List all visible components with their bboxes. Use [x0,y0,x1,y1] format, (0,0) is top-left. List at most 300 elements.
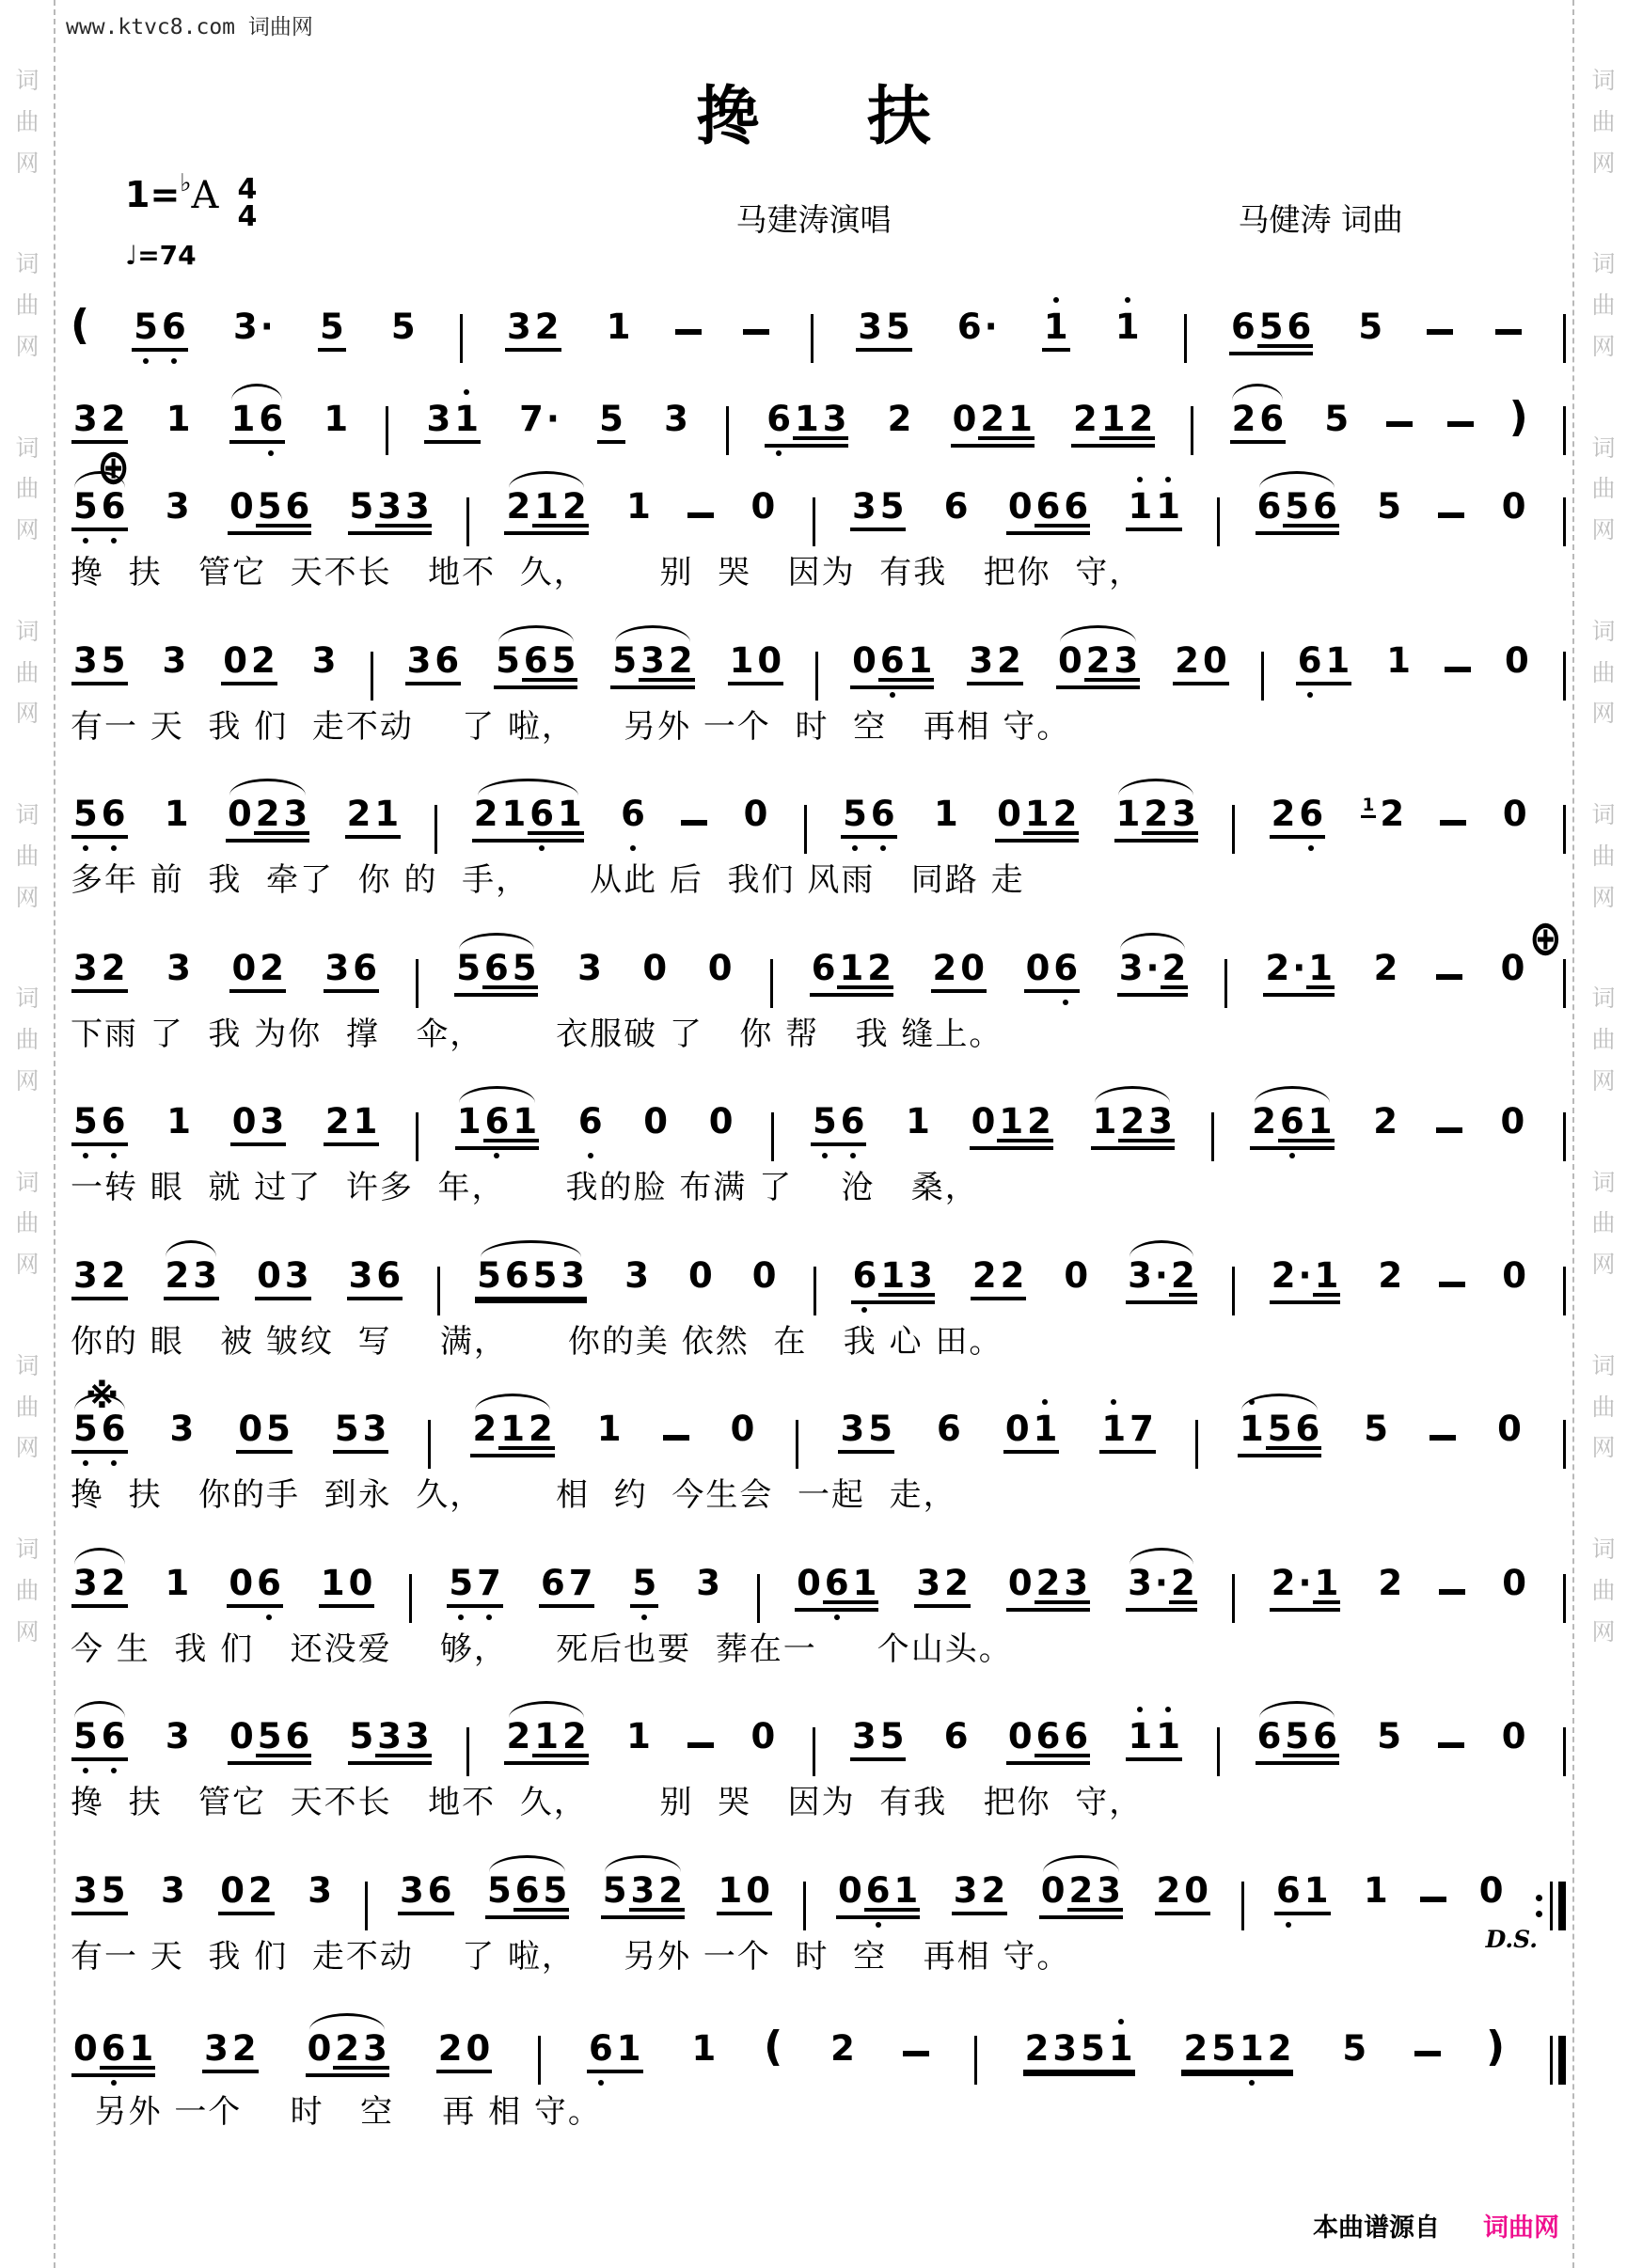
note-group: 5 3 2 [600,1873,686,1919]
watermark-text: 词 曲 网 [15,250,39,360]
note-group: 5 6 5 [484,1873,570,1919]
notation-system [71,1851,1566,1977]
note-group: 0 6 6 [1005,1719,1091,1765]
lyrics-line: 有一 天 我 们 走不动 了 啦， 另外 一个 时 空 再相 守。 [71,707,1071,746]
note-group: 0 1 2 [994,796,1080,843]
watermark-text: 词 曲 网 [1591,1536,1616,1646]
barline [1563,1420,1566,1469]
watermark-text: 词 曲 网 [15,984,39,1095]
note-group: 0 5 6 [227,489,312,535]
notation-line [71,282,1566,355]
barline [416,959,419,1008]
note-group: 6 5 6 [1255,489,1340,535]
note-group: 5 3 [332,1411,390,1454]
note-group: 5 6 5 [493,643,578,689]
note-group: 3 [161,1869,185,1911]
note-group: 1 [164,794,189,834]
repeat-end-barline [1536,1882,1566,1930]
barline [770,959,773,1008]
note-group: 0 5 6 [227,1719,312,1765]
note-group: 5 [1377,486,1401,527]
dash-prolong [1436,974,1462,980]
note-group: 6 [943,486,969,527]
note-group: 5 3 3 [347,1719,433,1765]
notation-line [71,928,1566,1000]
note-group: 3 2 [201,2031,260,2073]
note-group: 3·2 [1125,1258,1198,1304]
note-group: 0 [687,1254,713,1296]
note-group: 1 6 [229,402,287,444]
notation-line [71,466,1566,538]
note-group: 1 0 [318,1566,376,1608]
barline [1563,805,1566,854]
key-note: A [191,174,219,217]
barline [813,1727,815,1776]
dash-prolong [1430,1435,1456,1441]
watermark-text: 词 曲 网 [15,1536,39,1646]
lyrics-line: 另外 一个 时 空 再 相 守。 [71,2093,602,2131]
note-group: 0 3 [229,1104,288,1146]
barline [466,1727,469,1776]
note-group: 0 3 [254,1258,312,1300]
note-group: 3 6 [323,951,381,993]
note-group: 0 [1500,1101,1525,1142]
note-group: 1 [596,1409,622,1449]
barline [815,652,818,701]
note-group: 1 [626,486,651,527]
watermark-text: 词 曲 网 [1591,250,1616,360]
note-group: 0 1 [1003,1411,1061,1454]
watermark-text: 词 曲 网 [1591,433,1616,543]
note-group: 3 [166,947,191,988]
note-group: 2 0 [1172,643,1230,685]
key-prefix: 1= [125,174,181,215]
watermark-text: 词 曲 网 [1591,617,1616,728]
note-group: 0 [1501,1716,1526,1756]
watermark-text: 词 曲 网 [15,433,39,543]
dash-prolong [1445,667,1471,672]
note-group: 6 5 6 [1228,309,1314,355]
note-group: 0 6 1 [849,643,935,689]
barline [1563,497,1566,546]
note-group: 1 0 [716,1873,774,1915]
barline [771,1112,774,1161]
barline [726,406,729,455]
segno-mark: ※ [86,1378,118,1416]
dash-prolong [1440,820,1466,826]
note-group: 3 5 [71,643,129,685]
note-group: 3·2 [1125,1566,1198,1612]
note-group: 0 1 2 [969,1104,1054,1150]
barline [1211,1112,1214,1161]
dash-prolong [1439,1589,1465,1595]
note-group: 5 6 [840,796,898,839]
notation-system [71,1378,1566,1516]
note-group: 1 [165,1562,190,1603]
note-group: 0 5 [235,1411,293,1454]
note-group: 2 1 [344,796,403,839]
barline [804,805,807,854]
note-group: 1 1 [1125,1719,1183,1761]
note-group: 0 [1497,1409,1522,1449]
barline [538,2036,541,2085]
note-group: 3 5 [849,489,908,531]
watermark-text: 词 曲 网 [1591,1168,1616,1278]
lyrics-line: 搀 扶 管它 天不长 地不 久， 别 哭 因为 有我 把你 守， [71,1784,1144,1821]
barline [1195,1420,1198,1469]
watermark-text: 词 曲 网 [15,1351,39,1462]
note-group: 7· [519,399,560,439]
watermark-text: 词 曲 网 [1591,67,1616,177]
note-group: 3 2 [71,1258,129,1300]
watermark-text: 词 曲 网 [15,67,39,177]
lyrics-line: 今 生 我 们 还没爱 够， 死后也要 葬在一 个山头。 [71,1630,1013,1668]
note-group: 2 1 6 1 [471,796,585,843]
dash-prolong [681,820,707,826]
note-group: 1 [626,1716,651,1756]
note-group: 6 5 6 [1255,1719,1340,1765]
barline [460,314,463,363]
note-group: 5 6 5 3 [474,1258,588,1300]
note-group: 1 [166,399,191,439]
note-group: 6 1 3 [764,402,849,448]
note-group: 3 [577,947,602,988]
note-group: 3 5 [71,1873,129,1915]
song-title: 搀 扶 [696,79,931,154]
lyrics-line: 搀 扶 你的手 到永 久， 相 约 今生会 一起 走， [71,1476,957,1514]
left-dashed-rule [54,0,55,2268]
note-group: 5 6 [131,309,189,352]
dash-prolong [1438,512,1464,518]
lyrics-line: 你的 眼 被 皱纹 写 满， 你的美 依然 在 我 心 田。 [71,1322,1003,1361]
lyrics-line: 一转 眼 就 过了 许多 年， 我的脸 布满 了 沧 桑， [71,1169,979,1206]
notation-system [71,1236,1566,1362]
note-group: 0 2 [217,1873,276,1915]
note-group: 0 6 1 [71,2031,156,2077]
note-group: 3 [624,1254,649,1296]
note-group: 3 2 [71,402,129,444]
parenthesis: ( [764,2023,783,2071]
dash-prolong [1436,1127,1462,1133]
note-group: 2 [830,2028,855,2069]
notation-system [71,466,1566,593]
note-group: 5 6 [71,796,129,839]
note-group: 2 0 [435,2031,494,2073]
note-group: 3 [169,1409,195,1449]
note-group: 2·1 [1269,1566,1342,1612]
barline [814,1267,816,1315]
dash-prolong [687,1742,714,1748]
barline [1563,1727,1566,1776]
note-group: 3 5 [837,1411,895,1454]
note-group: 0 6 1 [835,1873,921,1919]
note-group: 3 [165,1716,190,1756]
note-group: 5 [390,307,416,347]
dash-prolong [743,329,769,335]
note-group: 0 6 6 [1005,489,1091,535]
note-group: 5 6 [71,1411,129,1454]
footer-source-text: 本曲谱源自 [1313,2213,1440,2243]
note-group: 2 1 2 [503,1719,589,1765]
notation-system [71,374,1566,496]
note-group: 1 [691,2028,717,2069]
note-group: 2·1 [1269,1258,1342,1304]
barline [1232,1574,1235,1623]
barline [371,652,373,701]
composer-credit: 马健涛 词曲 [1238,201,1403,238]
notation-line [71,774,1566,845]
barline [1241,1882,1244,1930]
note-group: 0 [743,794,768,834]
note-group: 5 6 [810,1104,868,1146]
barline [813,497,815,546]
note-group: 3 1 [423,402,482,444]
note-group: 1 2 3 [1090,1104,1176,1150]
note-group: 2 3 5 1 [1022,2031,1136,2073]
note-group: 3 2 [966,643,1024,685]
dash-prolong [663,1435,689,1441]
site-watermark: www.ktvc8.com 词曲网 [66,15,313,39]
barline [1563,652,1566,701]
note-group: 0 2 [220,643,278,685]
note-group: 5 [629,1566,659,1608]
notation-system [71,908,1566,1055]
note-group: 3 5 [849,1719,908,1761]
note-group: 3 [308,1869,332,1911]
notation-score [71,282,1566,2160]
note-group: 2 [887,399,912,439]
note-group: 5 6 [71,489,129,531]
barline [1232,805,1235,854]
note-group: 0 [1505,639,1529,681]
note-group: 5 [1377,1716,1401,1756]
lyrics-line: 下雨 了 我 为你 撑 伞， 衣服破 了 你 帮 我 缝上。 [71,1015,1003,1053]
note-group: 6 [937,1409,961,1449]
note-group: 1 5 6 [1237,1411,1322,1457]
dash-prolong [1438,1742,1464,1748]
performer-credit: 马建涛演唱 [735,201,892,238]
note-group: 0 [1064,1254,1089,1296]
barline [803,1882,806,1930]
note-group: 3 5 [855,309,913,352]
note-group: 2 6 [1229,402,1287,444]
note-group: 0 [1501,486,1526,527]
barline [1563,314,1566,363]
note-group: 2 5 1 2 [1180,2031,1294,2073]
footer-brand-link[interactable]: 词曲网 [1483,2213,1559,2243]
barline [1191,406,1193,455]
note-group: 3 [696,1562,720,1603]
barline [1184,314,1187,363]
note-group: 0 [642,947,668,988]
dash-prolong [1414,2051,1441,2056]
note-group: 5 6 5 [453,951,539,997]
note-group: 3 2 [913,1566,971,1608]
lyrics-line: 搀 扶 管它 天不长 地不 久， 别 哭 因为 有我 把你 守， [71,554,1144,591]
parenthesis: ) [1485,2023,1506,2071]
barline [811,314,814,363]
note-group: 0 2 3 [225,796,310,843]
notation-line [71,2004,1566,2077]
notation-line [71,1389,1566,1460]
note-group: 1 2 3 [1114,796,1199,843]
note-group: 6 1 2 [809,951,894,997]
note-group: 1 [1113,309,1143,344]
barline [416,1112,419,1161]
note-group: 0 2 3 [1038,1873,1124,1919]
dash-prolong [903,2051,929,2056]
note-group: 2 0 [930,951,988,993]
note-group: 5 7 [446,1566,504,1608]
barline [1224,959,1227,1008]
note-group: 1 [933,794,958,834]
watermark-text: 词 曲 网 [15,1168,39,1278]
dash-prolong [1427,329,1453,335]
note-group: 0 [708,1101,734,1142]
note-group: 0 [1500,947,1525,988]
barline [974,2036,977,2085]
note-group: 3 2 [951,1873,1009,1915]
note-group: 5 [1342,2028,1367,2069]
parenthesis: ) [1509,393,1528,441]
barline [428,1420,431,1469]
final-barline [1550,2036,1566,2085]
note-group: 2 1 [323,1104,381,1146]
note-group: 6 1 3 [850,1258,936,1304]
note-group: 0 [750,486,776,527]
note-group: 0 2 [229,951,287,993]
notation-system [71,1081,1566,1208]
barline [1563,1112,1566,1161]
notation-system [71,2004,1566,2133]
note-group: 0 [751,1254,777,1296]
notation-line [71,1543,1566,1614]
barline [1563,1267,1566,1315]
note-group: 5 [596,402,626,444]
dash-prolong [687,512,714,518]
notation-line [71,621,1566,692]
notation-line [71,1236,1566,1307]
barline [1563,959,1566,1008]
barline [1563,1574,1566,1623]
barline [796,1420,798,1469]
barline [365,1882,368,1930]
notation-line [71,1696,1566,1768]
note-group: 6 7 [538,1566,596,1608]
note-group: 1 0 [727,643,785,685]
note-group: 0 [750,1716,776,1756]
note-group: 1 1 [1125,489,1183,531]
note-group: 3 [311,639,337,681]
note-group: 0 2 3 [305,2031,390,2077]
right-dashed-rule [1572,0,1574,2268]
grace-note: 1 [1361,797,1377,818]
note-group: 1 [606,307,631,347]
note-group: 1 2 [1362,794,1405,834]
dash-prolong [1386,421,1413,427]
parenthesis: ( [71,301,90,349]
barline [466,497,469,546]
note-group: 0 6 1 [794,1566,879,1612]
note-group: 1 7 [1098,1411,1157,1454]
note-group: 2 3 [163,1258,221,1300]
note-group: 5 [317,309,347,352]
note-group: 2 1 2 [1070,402,1156,448]
note-group: 2 2 [970,1258,1028,1300]
notation-line [71,1081,1566,1153]
note-group: 3 [165,486,190,527]
tempo-marking: ♩=74 [125,240,197,271]
note-group: 2 [1373,947,1398,988]
notation-line [71,1851,1566,1922]
notation-system [71,1696,1566,1823]
barline [1217,497,1220,546]
note-group: 3 [664,399,688,439]
dash-prolong [1439,1282,1465,1287]
notation-system [71,774,1566,901]
note-group: 5 3 2 [609,643,695,689]
note-group: 0 [1502,794,1527,834]
note-group: 6 [618,796,648,831]
note-group: 2 1 2 [503,489,589,535]
lyrics-line: 多年 前 我 牵了 你 的 手， 从此 后 我们 风雨 同路 走 [71,861,1025,899]
note-group: 1 [166,1101,191,1142]
note-group: 5 [1358,307,1383,347]
note-group: 1 [1041,309,1071,352]
note-group: 0 [1502,1562,1526,1603]
watermark-text: 词 曲 网 [1591,1351,1616,1462]
note-group: 2 6 [1269,796,1327,839]
meter-denominator: 4 [237,199,258,233]
note-group: 0 2 3 [1055,643,1141,689]
barline [1232,1267,1235,1315]
note-group: 2 0 [1154,1873,1212,1915]
note-group: 1 6 1 [454,1104,540,1150]
footer-attribution [1313,2207,1559,2244]
note-group: 2 [1378,1562,1403,1603]
note-group: 1 [324,399,349,439]
notation-system [71,621,1566,748]
barline [386,406,388,455]
note-group: 3 6 [397,1873,455,1915]
note-group: 2 [1373,1101,1398,1142]
barline [1261,652,1264,701]
note-group: 0 6 [1023,951,1082,993]
note-group: 3 2 [71,1566,129,1608]
note-group: 6· [956,307,998,347]
note-group: 0 [643,1101,669,1142]
watermark-text: 词 曲 网 [15,617,39,728]
barline [437,1267,440,1315]
dash-prolong [1495,329,1522,335]
note-group: 5 6 [71,1104,129,1146]
note-group: 1 [1386,639,1411,681]
note-group: 0 2 3 [1005,1566,1091,1612]
coda-mark: ⊕ [1528,908,1562,967]
barline [434,805,437,854]
barline [1563,406,1566,455]
flat-accidental: ♭ [180,169,192,197]
note-group: 3 6 [346,1258,404,1300]
dash-prolong [1420,1897,1446,1902]
note-group: 6 1 [586,2031,644,2073]
right-watermark-column [1589,60,1618,2268]
note-group: 0 2 1 [950,402,1035,448]
note-group: 0 [1478,1869,1504,1911]
meter-numerator: 4 [237,173,258,206]
left-watermark-column [13,60,41,2268]
coda-mark: ⊕ [97,437,131,496]
